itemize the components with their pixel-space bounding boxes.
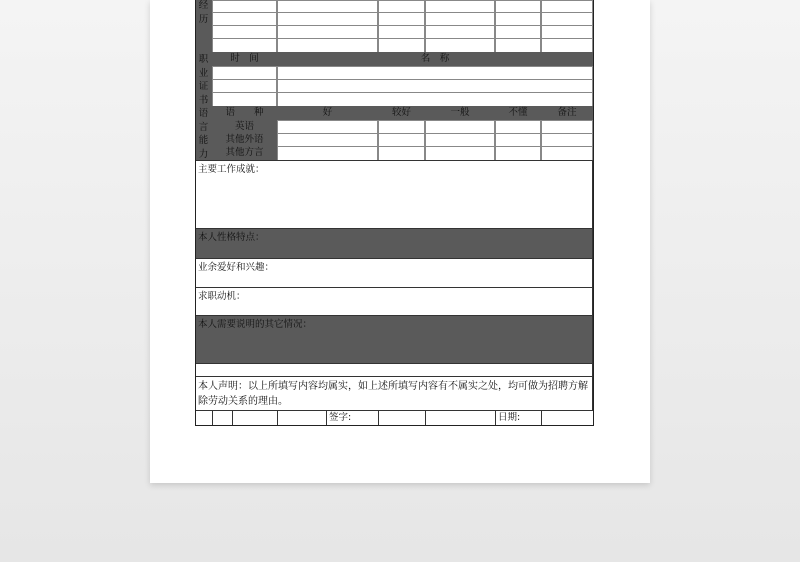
language-char: 言 xyxy=(198,121,209,133)
signature-row-cell[interactable] xyxy=(195,410,213,426)
language-cell[interactable] xyxy=(277,133,378,147)
experience-cell[interactable] xyxy=(495,38,541,53)
certificates-char: 职 xyxy=(198,54,209,65)
cert-time-cell[interactable] xyxy=(212,92,277,107)
language-cell[interactable] xyxy=(378,133,425,147)
experience-cell[interactable] xyxy=(277,25,378,39)
section-hobbies[interactable]: 业余爱好和兴趣： xyxy=(195,258,593,288)
language-char: 语 xyxy=(198,108,209,119)
cert-name-cell[interactable] xyxy=(277,79,593,93)
experience-cell[interactable] xyxy=(425,12,495,26)
experience-cell[interactable] xyxy=(541,25,593,39)
signature-row-cell[interactable] xyxy=(541,410,594,426)
language-row-label: 英语 xyxy=(212,120,277,133)
experience-char: 经 xyxy=(198,0,209,11)
language-cell[interactable] xyxy=(541,146,593,161)
language-row-label: 其他外语 xyxy=(212,133,277,146)
signature-row-cell[interactable] xyxy=(277,410,327,426)
experience-cell[interactable] xyxy=(212,25,277,39)
signature-row-cell[interactable]: 签字: xyxy=(326,410,379,426)
language-cell[interactable] xyxy=(277,120,378,134)
language-header-type: 语 种 xyxy=(225,107,264,118)
cert-name-cell[interactable] xyxy=(277,66,593,80)
experience-cell[interactable] xyxy=(277,12,378,26)
section-achievements[interactable]: 主要工作成就： xyxy=(195,160,593,229)
language-level-header: 较好 xyxy=(391,107,411,118)
experience-cell[interactable] xyxy=(212,12,277,26)
experience-cell[interactable] xyxy=(425,25,495,39)
signature-row-cell[interactable] xyxy=(232,410,278,426)
experience-char: 历 xyxy=(198,13,209,25)
language-cell[interactable] xyxy=(378,146,425,161)
language-cell[interactable] xyxy=(425,133,495,147)
language-level-header: 一般 xyxy=(450,107,470,118)
language-cell[interactable] xyxy=(541,120,593,134)
cert-time-cell[interactable] xyxy=(212,66,277,80)
experience-cell[interactable] xyxy=(425,38,495,53)
signature-row-cell[interactable] xyxy=(425,410,496,426)
language-level-header: 好 xyxy=(322,107,333,118)
experience-cell[interactable] xyxy=(541,38,593,53)
language-cell[interactable] xyxy=(495,133,541,147)
language-cell[interactable] xyxy=(495,146,541,161)
section-other[interactable]: 本人需要说明的其它情况： xyxy=(195,315,593,364)
language-row-label: 其他方言 xyxy=(212,146,277,160)
experience-cell[interactable] xyxy=(277,38,378,53)
language-level-header: 不懂 xyxy=(508,107,528,118)
experience-cell[interactable] xyxy=(378,12,425,26)
experience-cell[interactable] xyxy=(212,38,277,53)
signature-row-cell[interactable]: 日期: xyxy=(495,410,542,426)
language-cell[interactable] xyxy=(425,146,495,161)
experience-cell[interactable] xyxy=(541,12,593,26)
cert-header-time: 时 间 xyxy=(230,53,259,64)
section-motivation[interactable]: 求职动机： xyxy=(195,287,593,316)
certificates-char: 业 xyxy=(198,67,209,79)
cert-header-name: 名 称 xyxy=(420,53,450,64)
language-char: 力 xyxy=(198,148,209,160)
signature-row-cell[interactable] xyxy=(378,410,426,426)
section-personality[interactable]: 本人性格特点： xyxy=(195,228,593,259)
language-cell[interactable] xyxy=(378,120,425,134)
certificates-char: 证 xyxy=(198,81,209,92)
experience-cell[interactable] xyxy=(495,25,541,39)
signature-row-cell[interactable] xyxy=(212,410,233,426)
language-cell[interactable] xyxy=(541,133,593,147)
experience-cell[interactable] xyxy=(378,25,425,39)
experience-cell[interactable] xyxy=(378,38,425,53)
language-level-header: 备注 xyxy=(557,107,577,118)
cert-time-cell[interactable] xyxy=(212,79,277,93)
language-char: 能 xyxy=(198,135,209,146)
blank-row[interactable] xyxy=(195,363,593,377)
language-cell[interactable] xyxy=(495,120,541,134)
experience-cell[interactable] xyxy=(495,12,541,26)
cert-name-cell[interactable] xyxy=(277,92,593,107)
declaration: 本人声明：以上所填写内容均属实，如上述所填写内容有不属实之处，均可做为招聘方解除劳动关系的理由。 xyxy=(195,376,593,411)
language-cell[interactable] xyxy=(277,146,378,161)
language-cell[interactable] xyxy=(425,120,495,134)
certificates-char: 书 xyxy=(198,94,209,106)
